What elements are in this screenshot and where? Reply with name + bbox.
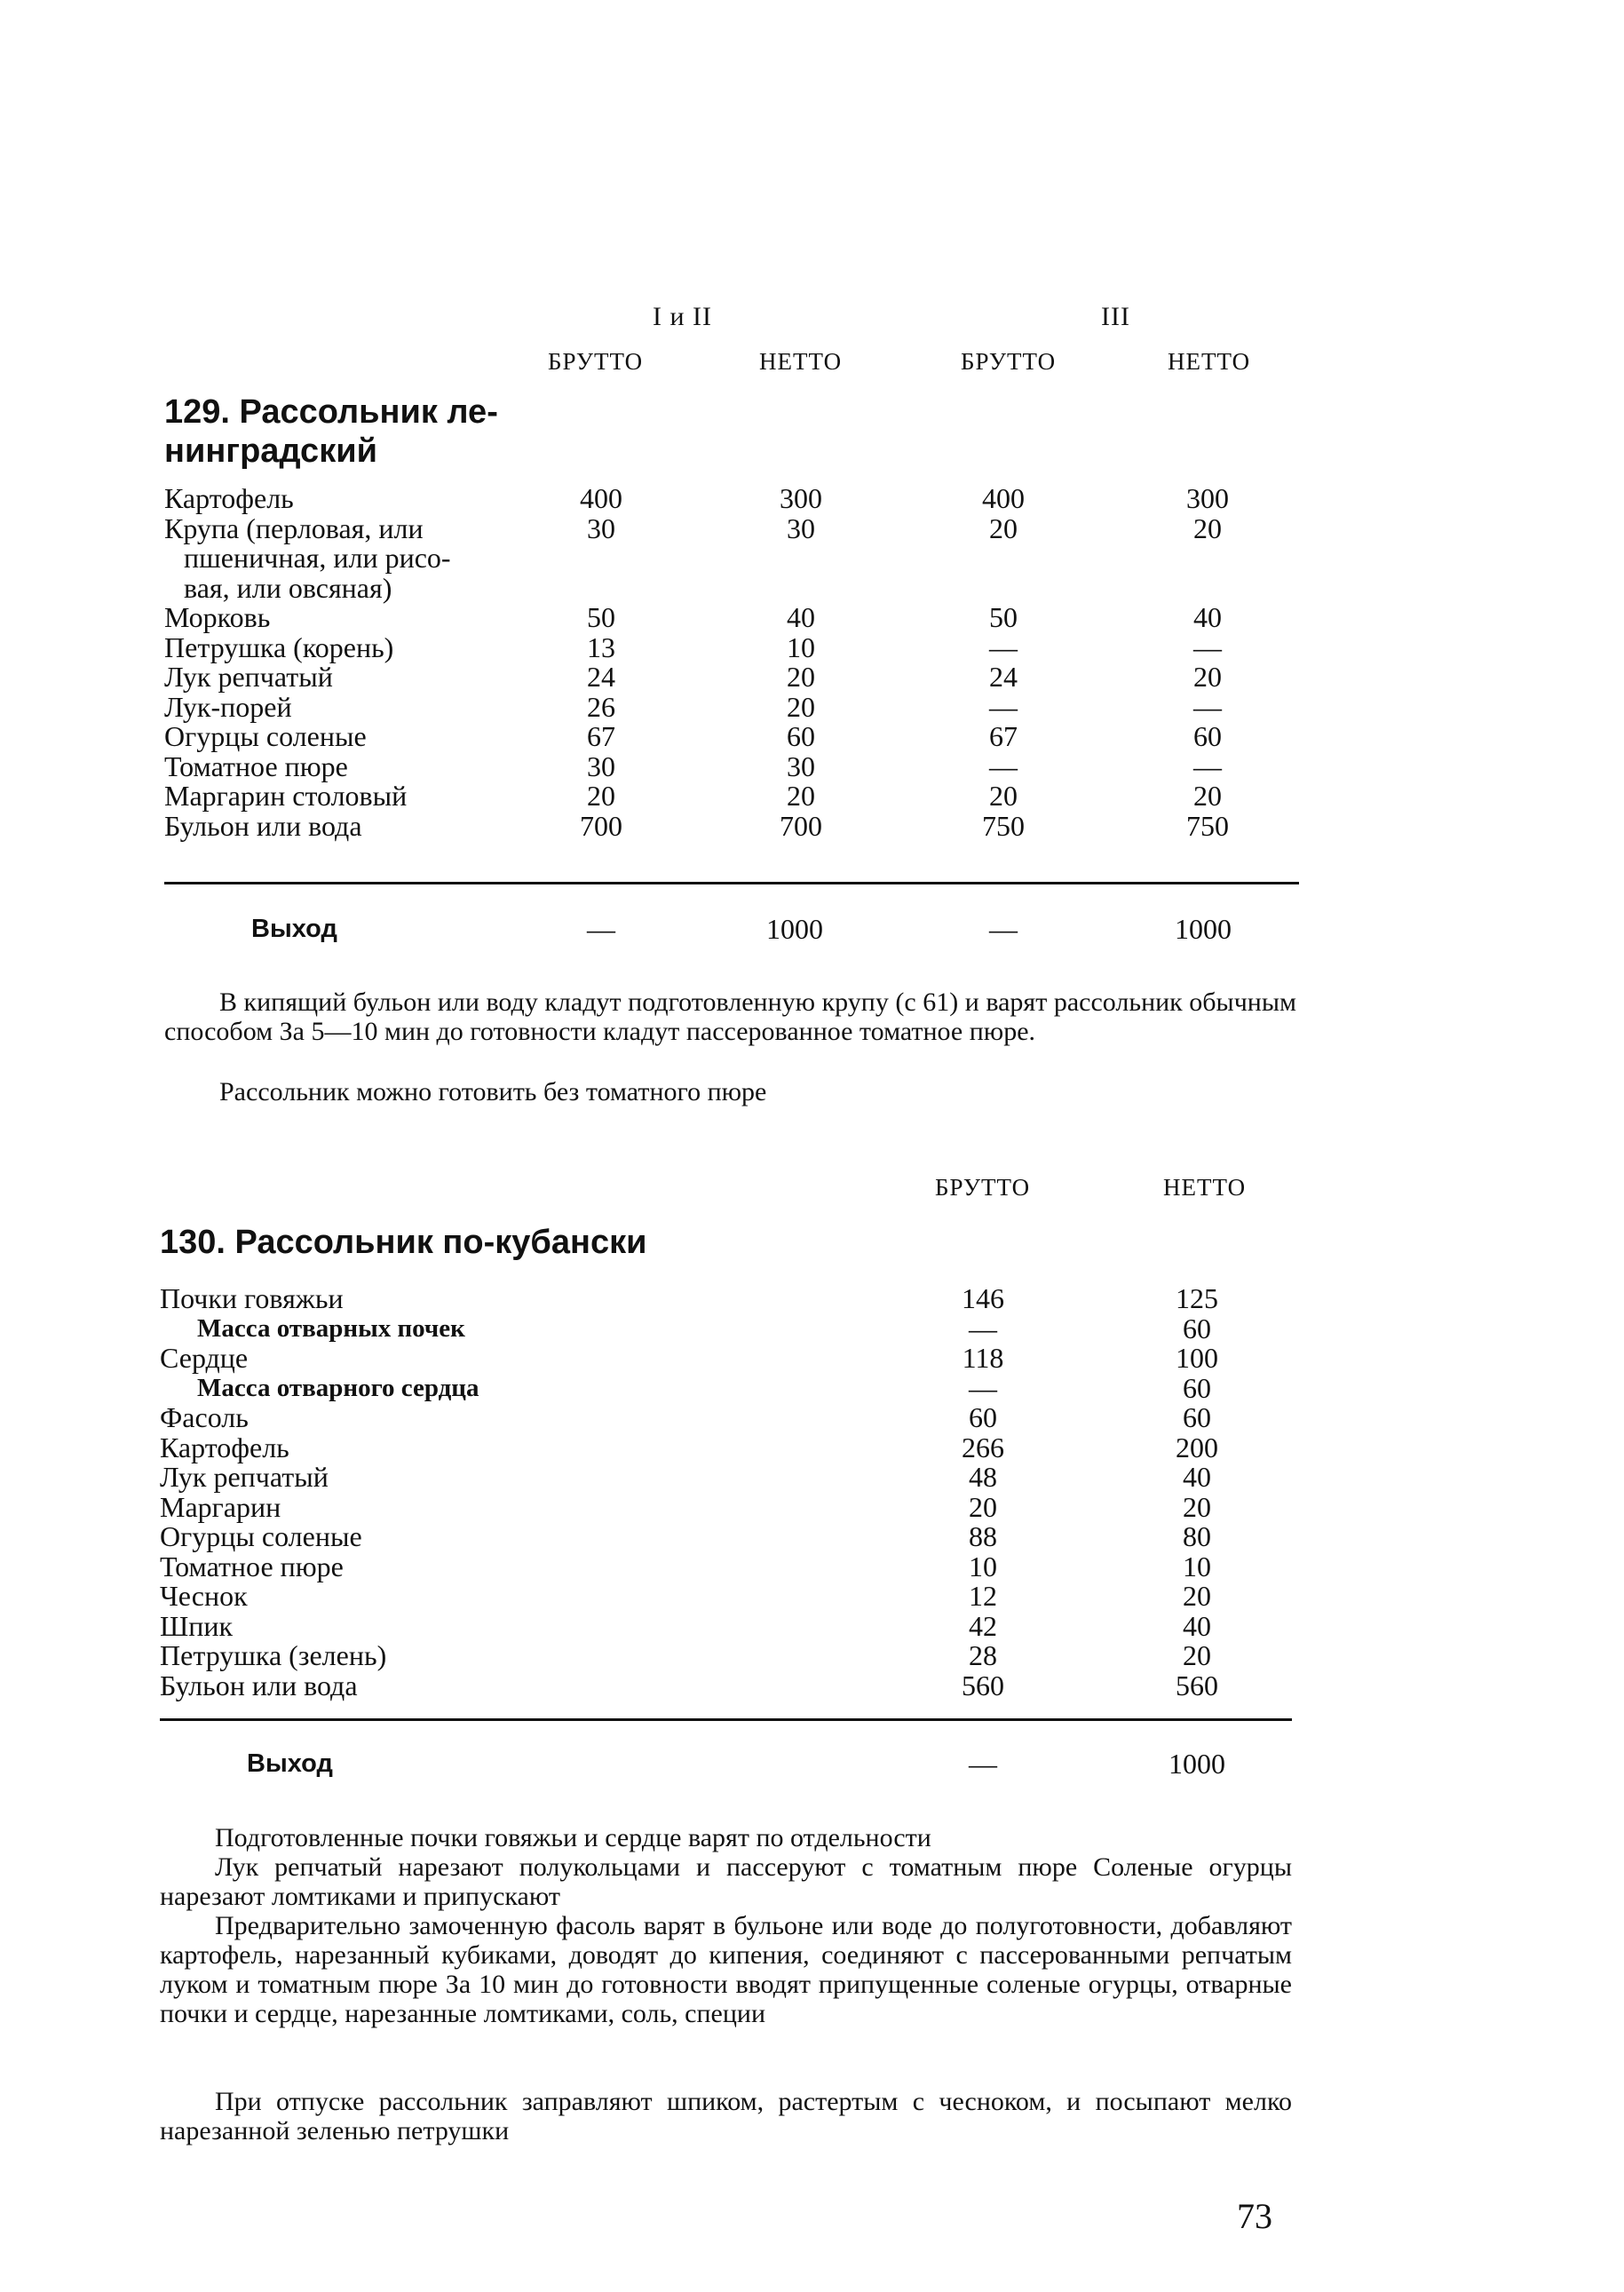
value-cell: 30 bbox=[787, 749, 815, 782]
value-cell: — bbox=[969, 1312, 997, 1344]
ingredient-label: Лук репчатый bbox=[160, 1461, 329, 1493]
value-cell: 118 bbox=[962, 1342, 1004, 1374]
value-cell: 60 bbox=[969, 1401, 997, 1433]
table-129-divider bbox=[164, 882, 1299, 884]
recipe-129-col-netto-1 bbox=[761, 484, 841, 841]
value-cell: 400 bbox=[982, 482, 1025, 514]
value-cell: 20 bbox=[1183, 1490, 1211, 1523]
yield-value: 1000 bbox=[1175, 913, 1232, 945]
value-cell: 20 bbox=[1193, 661, 1222, 693]
value-cell: 60 bbox=[787, 720, 815, 752]
ingredient-label: Маргарин столовый bbox=[164, 780, 408, 812]
ingredient-sublabel: Масса отварных почек bbox=[197, 1313, 465, 1343]
recipe-129-note: Рассольник можно готовить без томатного пюре bbox=[219, 1077, 767, 1106]
ingredient-label: Бульон или вода bbox=[160, 1669, 358, 1701]
value-cell: 24 bbox=[989, 661, 1018, 693]
recipe-129-col-netto-2 bbox=[1168, 484, 1248, 841]
value-cell: — bbox=[1193, 690, 1222, 723]
value-cell: 60 bbox=[1183, 1371, 1211, 1404]
recipe-130-col-netto bbox=[1157, 1284, 1237, 1701]
ingredient-label: Петрушка (зелень) bbox=[160, 1639, 387, 1671]
value-cell: 20 bbox=[1193, 512, 1222, 544]
yield-value: 1000 bbox=[1168, 1748, 1225, 1780]
recipe-129-title bbox=[164, 393, 498, 471]
recipe-129-col-brutto-2 bbox=[963, 484, 1043, 841]
recipe-129-title-line1: 129. Рассольник ле- bbox=[164, 393, 498, 431]
table-130-divider bbox=[160, 1718, 1292, 1721]
ingredient-label: Петрушка (корень) bbox=[164, 630, 394, 663]
col-header-netto-2: НЕТТО bbox=[1168, 348, 1251, 375]
value-cell: 200 bbox=[1176, 1431, 1218, 1463]
value-cell: 28 bbox=[969, 1639, 997, 1671]
value-cell: 560 bbox=[1176, 1669, 1218, 1701]
ingredient-label: Маргарин bbox=[160, 1490, 281, 1523]
ingredient-label: Бульон или вода bbox=[164, 809, 362, 842]
recipe-130-ingredient-labels bbox=[160, 1284, 479, 1701]
ingredient-label: Огурцы соленые bbox=[160, 1520, 362, 1552]
ingredient-label: Чеснок bbox=[160, 1580, 248, 1612]
value-cell: 400 bbox=[580, 482, 622, 514]
value-cell: 20 bbox=[787, 661, 815, 693]
value-cell: 40 bbox=[1193, 601, 1222, 633]
value-cell: 42 bbox=[969, 1609, 997, 1642]
yield-value: 1000 bbox=[766, 913, 823, 945]
col-header-netto-1: НЕТТО bbox=[759, 348, 843, 375]
recipe-129-instructions: В кипящий бульон или воду кладут подготовленную крупу (с 61) и варят рассольник обычным способом За 5—10 мин до готовности кладут пассерованное томатное пюре. bbox=[164, 987, 1296, 1046]
recipe-129-title-line2: нинградский bbox=[164, 432, 377, 470]
recipe-130-text-1: Подготовленные почки говяжьи и сердце варят по отдельности bbox=[215, 1823, 931, 1852]
ingredient-label: Огурцы соленые bbox=[164, 720, 367, 752]
ingredient-label: Томатное пюре bbox=[164, 749, 348, 782]
recipe-130-text-2: Лук репчатый нарезают полукольцами и пассеруют с томатным пюре Соленые огурцы нарезают ломтиками и припускают bbox=[160, 1852, 1292, 1911]
value-cell: 700 bbox=[580, 809, 622, 842]
value-cell: 20 bbox=[1183, 1580, 1211, 1612]
value-cell: 24 bbox=[587, 661, 615, 693]
value-cell: 67 bbox=[989, 720, 1018, 752]
value-cell: 10 bbox=[787, 630, 815, 663]
value-cell: 266 bbox=[962, 1431, 1004, 1463]
column-group-2-header: III bbox=[1101, 302, 1130, 331]
recipe-129-ingredient-labels bbox=[164, 484, 451, 841]
ingredient-label: вая, или овсяная) bbox=[184, 571, 392, 604]
ingredient-label: Шпик bbox=[160, 1609, 234, 1642]
value-cell: — bbox=[989, 749, 1018, 782]
value-cell: 750 bbox=[1186, 809, 1229, 842]
ingredient-label: пшеничная, или рисо- bbox=[184, 542, 451, 574]
col-header-brutto-2: БРУТТО bbox=[961, 348, 1057, 375]
value-cell: 20 bbox=[587, 780, 615, 812]
value-cell: 20 bbox=[989, 780, 1018, 812]
page-number: 73 bbox=[1237, 2196, 1272, 2236]
value-cell: 560 bbox=[962, 1669, 1004, 1701]
value-cell: 20 bbox=[787, 690, 815, 723]
ingredient-label: Картофель bbox=[164, 482, 294, 514]
value-cell: — bbox=[989, 630, 1018, 663]
value-cell: 60 bbox=[1183, 1312, 1211, 1344]
value-cell: 300 bbox=[780, 482, 822, 514]
col-header-brutto: БРУТТО bbox=[935, 1174, 1031, 1201]
value-cell: 750 bbox=[982, 809, 1025, 842]
value-cell: 26 bbox=[587, 690, 615, 723]
col-header-netto: НЕТТО bbox=[1163, 1174, 1247, 1201]
value-cell: 12 bbox=[969, 1580, 997, 1612]
value-cell: 40 bbox=[1183, 1609, 1211, 1642]
ingredient-label: Томатное пюре bbox=[160, 1550, 344, 1582]
value-cell: 20 bbox=[1183, 1639, 1211, 1671]
column-group-1-header: I и II bbox=[653, 302, 713, 331]
recipe-130-yield-label: Выход bbox=[247, 1749, 333, 1778]
yield-value: — bbox=[969, 1748, 997, 1780]
recipe-130-title: 130. Рассольник по-кубански bbox=[160, 1224, 647, 1261]
value-cell: 67 bbox=[587, 720, 615, 752]
value-cell: 50 bbox=[989, 601, 1018, 633]
value-cell: 20 bbox=[1193, 780, 1222, 812]
value-cell: — bbox=[969, 1371, 997, 1404]
value-cell: 30 bbox=[587, 749, 615, 782]
yield-value: — bbox=[989, 913, 1018, 945]
value-cell: 10 bbox=[1183, 1550, 1211, 1582]
ingredient-label: Сердце bbox=[160, 1342, 249, 1374]
recipe-130-col-brutto bbox=[943, 1284, 1023, 1701]
value-cell: 80 bbox=[1183, 1520, 1211, 1552]
recipe-130-text-3: Предварительно замоченную фасоль варят в бульоне или воде до полуготовности, добавляют картофель, нарезанный кубиками, доводят до кипения, соединяют с пассерованными репчатым луком и томатным пюре За 10 мин до готовности вводят припущенные соленые огурцы, отварные почки и сердце, нарезанные ломтиками, соль, специи bbox=[160, 1911, 1292, 2028]
value-cell: 40 bbox=[1183, 1461, 1211, 1493]
ingredient-label: Почки говяжьи bbox=[160, 1282, 344, 1314]
value-cell: — bbox=[1193, 630, 1222, 663]
value-cell: 20 bbox=[787, 780, 815, 812]
value-cell: 100 bbox=[1176, 1342, 1218, 1374]
value-cell: — bbox=[989, 690, 1018, 723]
ingredient-label: Лук-порей bbox=[164, 690, 292, 723]
value-cell: 700 bbox=[780, 809, 822, 842]
recipe-129-col-brutto-1 bbox=[561, 484, 641, 841]
value-cell: 50 bbox=[587, 601, 615, 633]
ingredient-sublabel: Масса отварного сердца bbox=[197, 1373, 479, 1402]
value-cell: 146 bbox=[962, 1282, 1004, 1314]
ingredient-label: Лук репчатый bbox=[164, 661, 333, 693]
value-cell: 48 bbox=[969, 1461, 997, 1493]
value-cell: 125 bbox=[1176, 1282, 1218, 1314]
recipe-130-text-4: При отпуске рассольник заправляют шпиком, растертым с чесноком, и посыпают мелко нарезанной зеленью петрушки bbox=[160, 2087, 1292, 2145]
value-cell: 60 bbox=[1193, 720, 1222, 752]
value-cell: 30 bbox=[587, 512, 615, 544]
value-cell: 60 bbox=[1183, 1401, 1211, 1433]
value-cell: 20 bbox=[969, 1490, 997, 1523]
value-cell: 88 bbox=[969, 1520, 997, 1552]
ingredient-label: Картофель bbox=[160, 1431, 289, 1463]
ingredient-label: Крупа (перловая, или bbox=[164, 512, 424, 544]
ingredient-label: Фасоль bbox=[160, 1401, 249, 1433]
recipe-129-yield-label: Выход bbox=[251, 915, 337, 943]
value-cell: 13 bbox=[587, 630, 615, 663]
value-cell: 20 bbox=[989, 512, 1018, 544]
col-header-brutto-1: БРУТТО bbox=[548, 348, 644, 375]
ingredient-label: Морковь bbox=[164, 601, 271, 633]
value-cell: 10 bbox=[969, 1550, 997, 1582]
value-cell: — bbox=[1193, 749, 1222, 782]
yield-value: — bbox=[587, 913, 615, 945]
value-cell: 40 bbox=[787, 601, 815, 633]
value-cell: 30 bbox=[787, 512, 815, 544]
value-cell: 300 bbox=[1186, 482, 1229, 514]
